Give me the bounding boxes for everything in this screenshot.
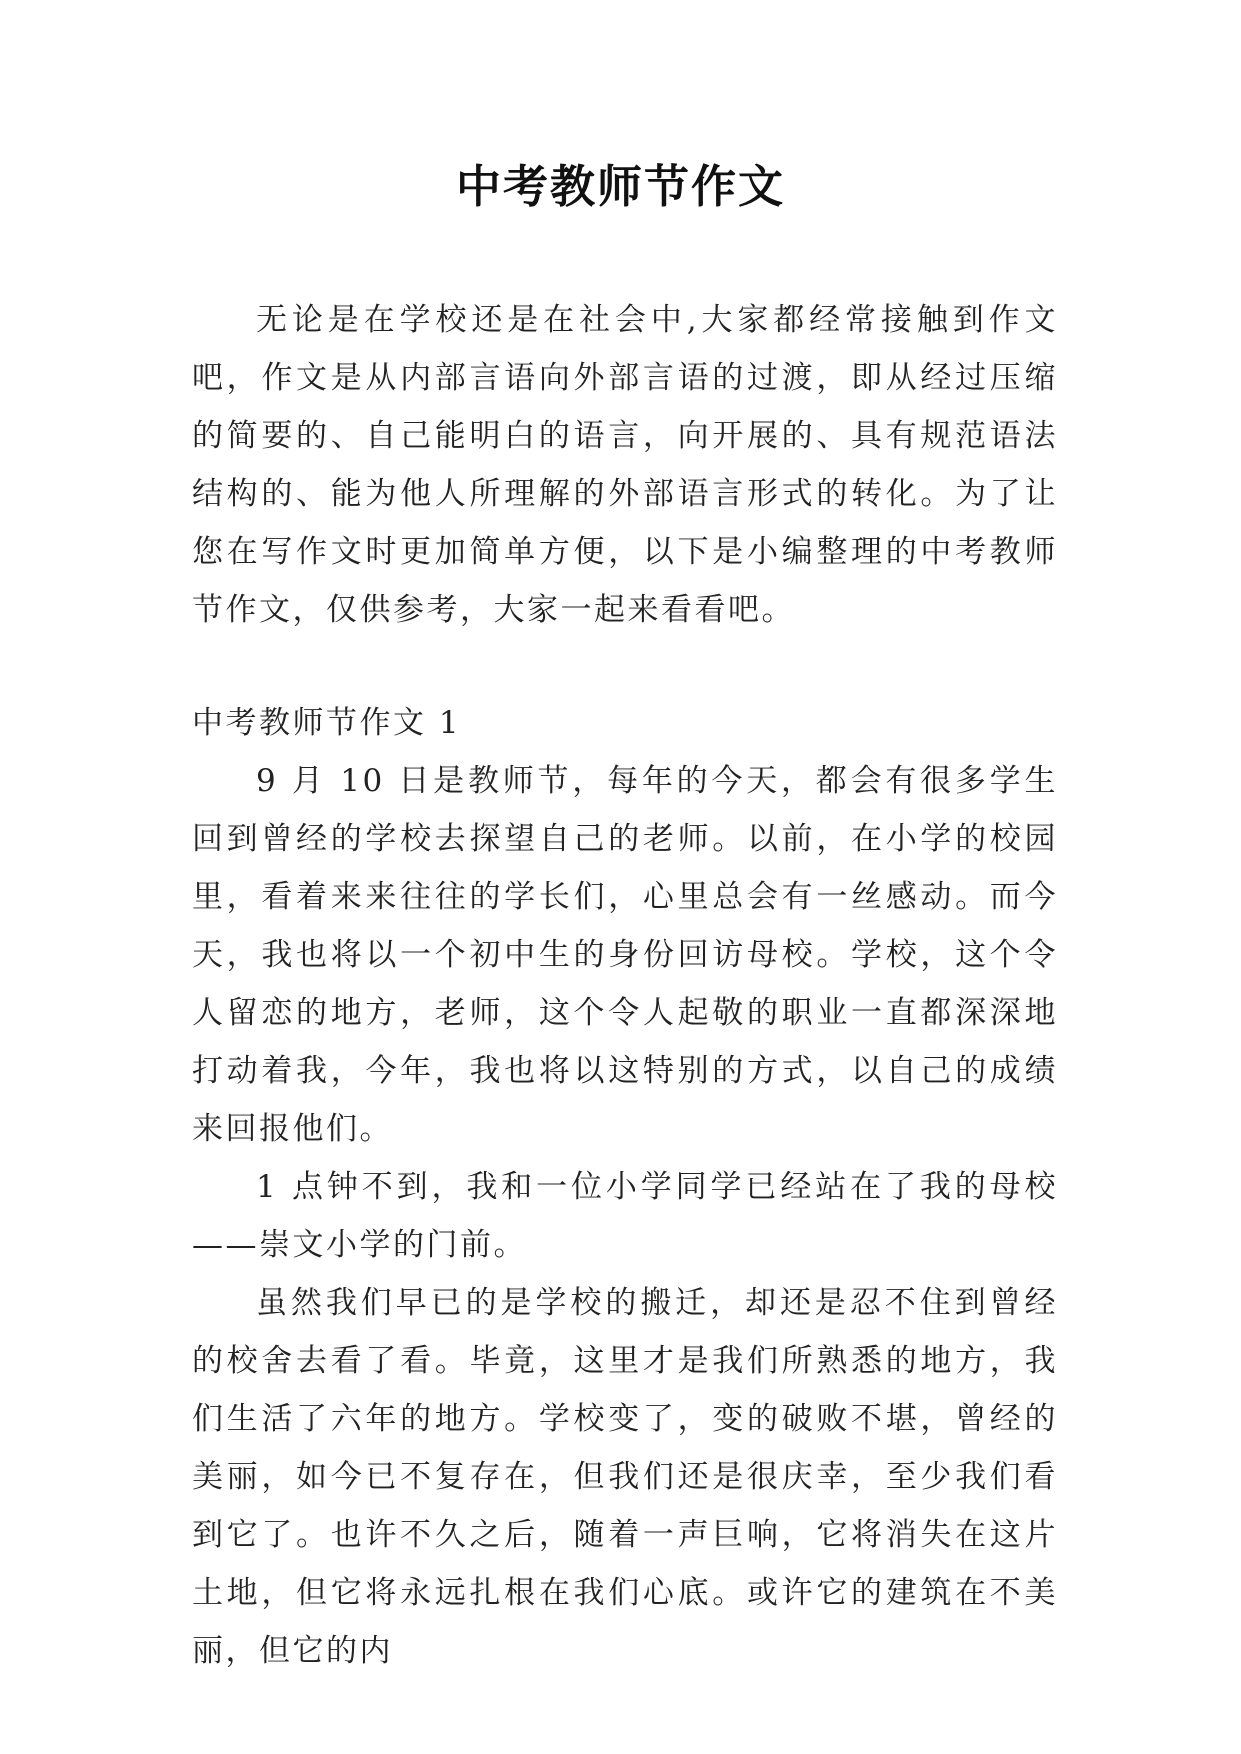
document-title: 中考教师节作文 bbox=[455, 160, 785, 213]
section-heading: 中考教师节作文 1 bbox=[192, 705, 462, 741]
essay-paragraph: 9 月 10 日是教师节，每年的今天，都会有很多学生回到曾经的学校去探望自己的老师。以前，在小学的校园里，看着来来往往的学长们，心里总会有一丝感动。而今天，我也将以一个初中生的身份回访母校。学校，这个令人留恋的地方，老师，这个令人起敬的职业一直都深深地打动着我，今年，我也将以这特别的方式，以自己的成绩来回报他们。 bbox=[192, 763, 1058, 1147]
essay-paragraph: 1 点钟不到，我和一位小学同学已经站在了我的母校——崇文小学的门前。 bbox=[192, 1169, 1058, 1263]
essay-body bbox=[192, 752, 1058, 1680]
essay-paragraph: 虽然我们早已的是学校的搬迁，却还是忍不住到曾经的校舍去看了看。毕竟，这里才是我们所熟悉的地方，我们生活了六年的地方。学校变了，变的破败不堪，曾经的美丽，如今已不复存在，但我们还是很庆幸，至少我们看到它了。也许不久之后，随着一声巨响，它将消失在这片土地，但它将永远扎根在我们心底。或许它的建筑在不美丽，但它的内 bbox=[192, 1285, 1058, 1669]
intro-paragraph: 无论是在学校还是在社会中,大家都经常接触到作文吧，作文是从内部言语向外部言语的过渡，即从经过压缩的简要的、自己能明白的语言，向开展的、具有规范语法结构的、能为他人所理解的外部语言形式的转化。为了让您在写作文时更加简单方便，以下是小编整理的中考教师节作文，仅供参考，大家一起来看看吧。 bbox=[192, 302, 1058, 628]
